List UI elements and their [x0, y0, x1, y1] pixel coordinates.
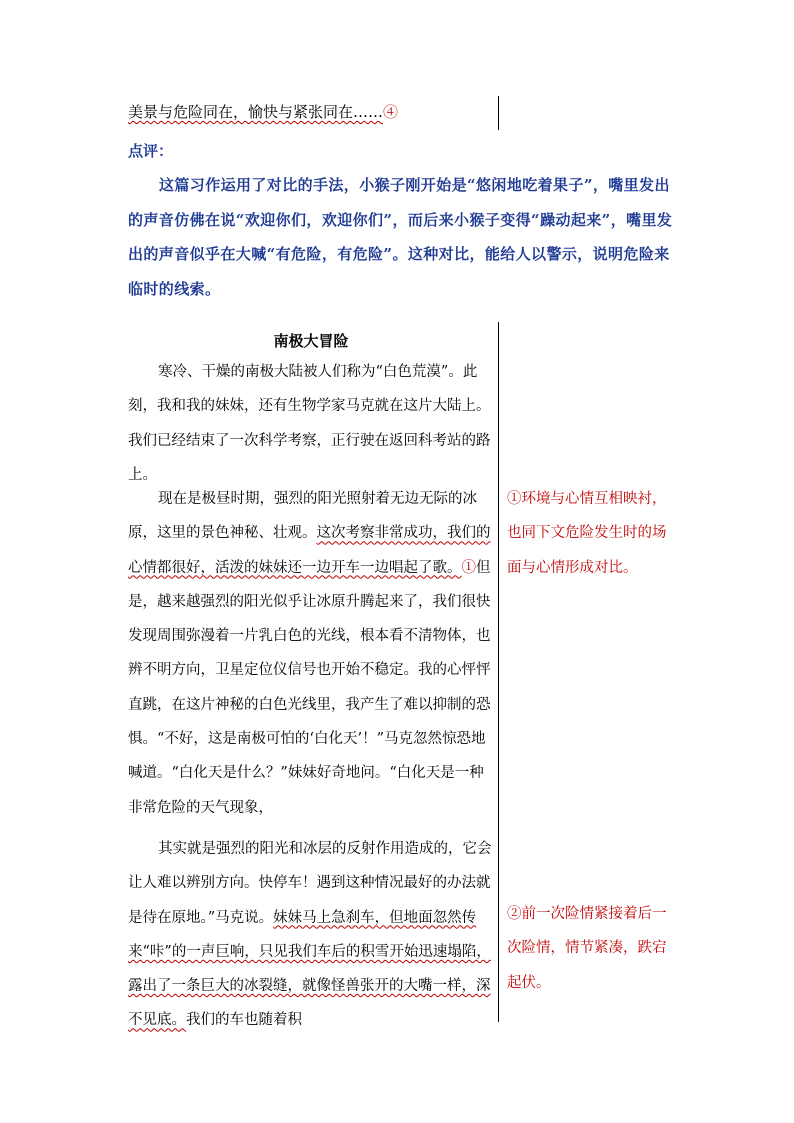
margin-comment-1: ①环境与心情互相映衬，也同下文危险发生时的场面与心情形成对比。	[507, 491, 667, 576]
continued-line	[128, 102, 398, 122]
paragraph-2-intro: 现在是极昼时期，强烈的阳光照射着无边无际的冰原，这里的景色神秘、壮观。	[128, 491, 477, 542]
story-paragraph-2	[128, 482, 494, 825]
underlined-sentence: 美景与危险同在，愉快与紧张同在……	[128, 103, 384, 121]
story-paragraph-3	[128, 832, 494, 1038]
underlined-sentence-1: 这次考察非常成功，我们的心情都很好，活泼的妹妹还一边开车一边唱起了歌。	[128, 525, 491, 576]
story-paragraph-1: 寒冷、干燥的南极大陆被人们称为“白色荒漠”。此刻，我和我的妹妹，还有生物学家马克就在这片大陆上。我们已经结束了一次科学考察，正行驶在返回科考站的路上。	[128, 364, 491, 483]
review-body: 这篇习作运用了对比的手法，小猴子刚开始是“悠闲地吃着果子”，嘴里发出的声音仿佛在说“欢迎你们，欢迎你们”，而后来小猴子变得“躁动起来”，嘴里发出的声音似乎在大喊“有危险，有危险”。这种对比，能给人以警示，说明危险来临时的线索。	[128, 176, 673, 298]
margin-divider-top	[498, 96, 499, 130]
paragraph-3-intro: 其实就是强烈的阳光和冰层的反射作用造成的，它会让人难以辨别方向。快停车！遇到这种情况最好的办法就是待在原地。”马克说。	[128, 841, 492, 926]
margin-comment-2: ②前一次险情紧接着后一次险情，情节紧凑，跌宕起伏。	[507, 906, 667, 991]
comment-marker-4: ④	[383, 103, 399, 121]
story-title: 南极大冒险	[273, 332, 349, 350]
underlined-sentence-2: 妹妹马上急刹车，但地面忽然传来“咔”的一声巨响，只见我们车后的积雪开始迅速塌陷，露出了一条巨大的冰裂缝，就像怪兽张开的大嘴一样，深不见底。	[128, 909, 491, 1029]
review-heading: 点评：	[128, 142, 174, 160]
comment-marker-1: ①	[461, 559, 476, 576]
margin-divider-main	[498, 322, 499, 1022]
paragraph-2-rest: 但是，越来越强烈的阳光似乎让冰原升腾起来了，我们很快发现周围弥漫着一片乳白色的光线，根本看不清物体，也辨不明方向，卫星定位仪信号也开始不稳定。我的心怦怦直跳，在这片神秘的白色光线里，我产生了难以抑制的恐惧。“不好，这是南极可怕的‘白化天’！”马克忽然惊恐地喊道。“白化天是什么？”妹妹好奇地问。“白化天是一种非常危险的天气现象，	[128, 559, 491, 816]
paragraph-3-rest: 我们的车也随着积	[186, 1012, 302, 1029]
